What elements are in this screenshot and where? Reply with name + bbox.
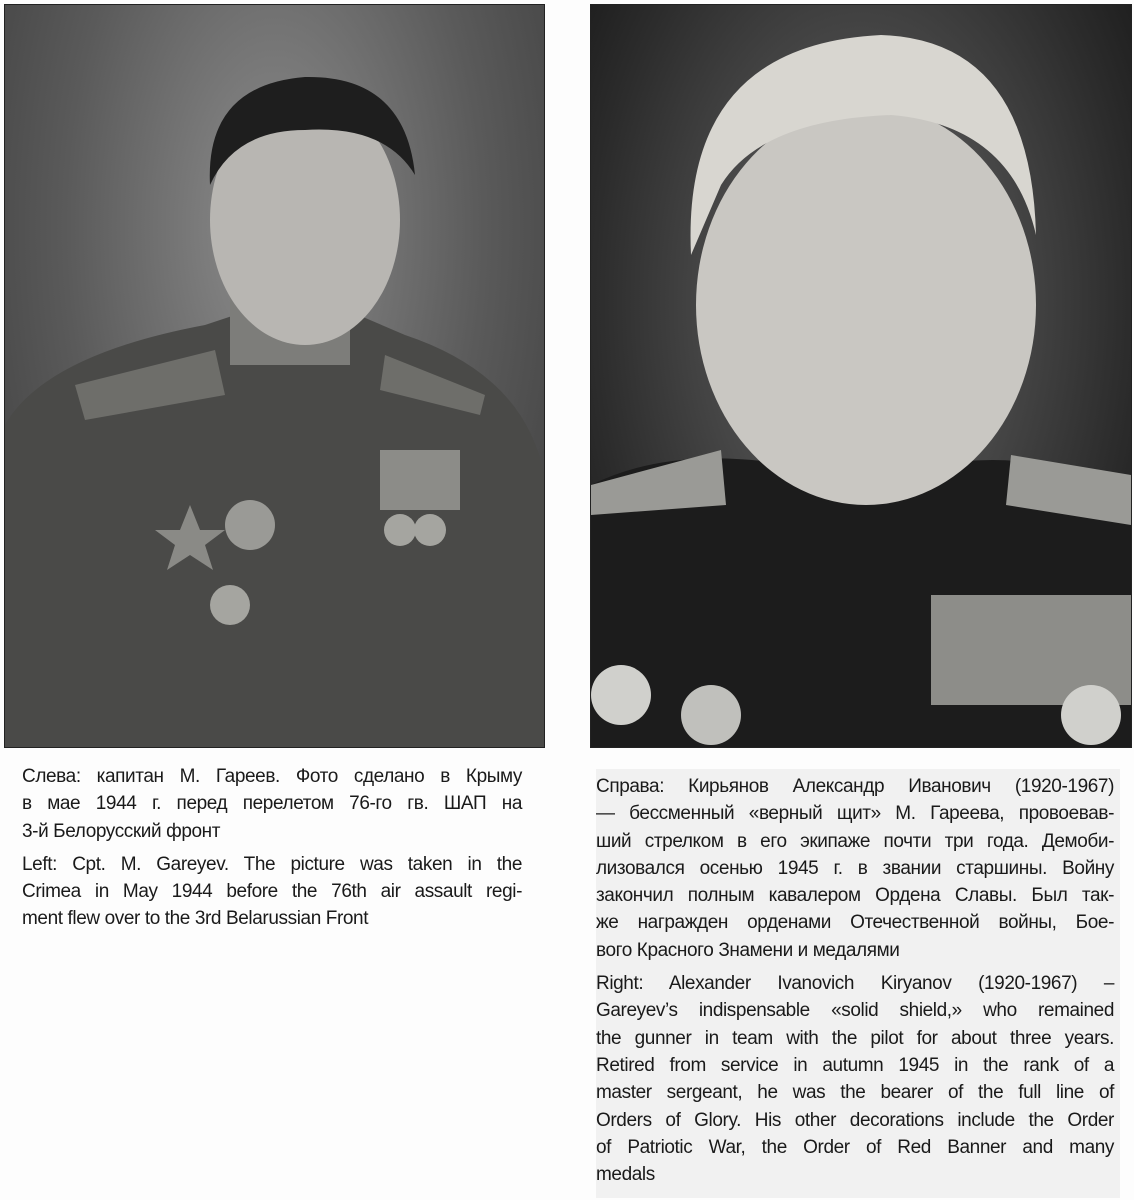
caption-line: Left: Cpt. M. Gareyev. The picture was taken in the [22, 853, 522, 875]
caption-line: 3-й Белорусский фронт [22, 820, 221, 842]
caption-right-english [596, 970, 1114, 1188]
caption-line: of Patriotic War, the Order of Red Banner and many [596, 1136, 1114, 1158]
portrait-photo-kiryanov [590, 4, 1132, 748]
caption-right [596, 769, 1120, 1198]
caption-left-russian [22, 763, 522, 845]
caption-line: же награжден орденами Отечественной войны, Бое- [596, 912, 1114, 934]
caption-right-russian [596, 773, 1114, 964]
caption-line: ший стрелком в его экипаже почти три года. Демоби- [596, 830, 1114, 852]
caption-line: Справа: Кирьянов Александр Иванович (1920-1967) [596, 776, 1114, 797]
portrait-illustration [5, 5, 544, 747]
caption-line: Right: Alexander Ivanovich Kiryanov (1920-1967) – [596, 973, 1114, 995]
caption-line: — бессменный «верный щит» М. Гареева, провоевав- [596, 803, 1114, 825]
caption-line: Слева: капитан М. Гареев. Фото сделано в Крыму [22, 766, 522, 787]
caption-left-english [22, 851, 522, 933]
caption-line: лизовался осенью 1945 г. в звании старшины. Войну [596, 857, 1114, 879]
caption-line: master sergeant, he was the bearer of the full line of [596, 1082, 1114, 1104]
caption-line: ment flew over to the 3rd Belarussian Front [22, 908, 369, 930]
caption-line: Crimea in May 1944 before the 76th air assault regi- [22, 881, 522, 903]
caption-line: вого Красного Знамени и медалями [596, 939, 900, 961]
caption-line: в мае 1944 г. перед перелетом 76-го гв. ШАП на [22, 793, 522, 815]
caption-line: Gareyev’s indispensable «solid shield,» who remained [596, 1000, 1114, 1022]
portrait-photo-gareyev [4, 4, 545, 748]
caption-line: medals [596, 1164, 655, 1186]
caption-line: Orders of Glory. His other decorations include the Order [596, 1109, 1114, 1131]
portrait-illustration [591, 5, 1131, 747]
caption-line: закончил полным кавалером Ордена Славы. Был так- [596, 885, 1114, 907]
caption-line: the gunner in team with the pilot for about three years. [596, 1027, 1114, 1049]
caption-line: Retired from service in autumn 1945 in the rank of a [596, 1054, 1114, 1076]
caption-left [22, 763, 522, 939]
